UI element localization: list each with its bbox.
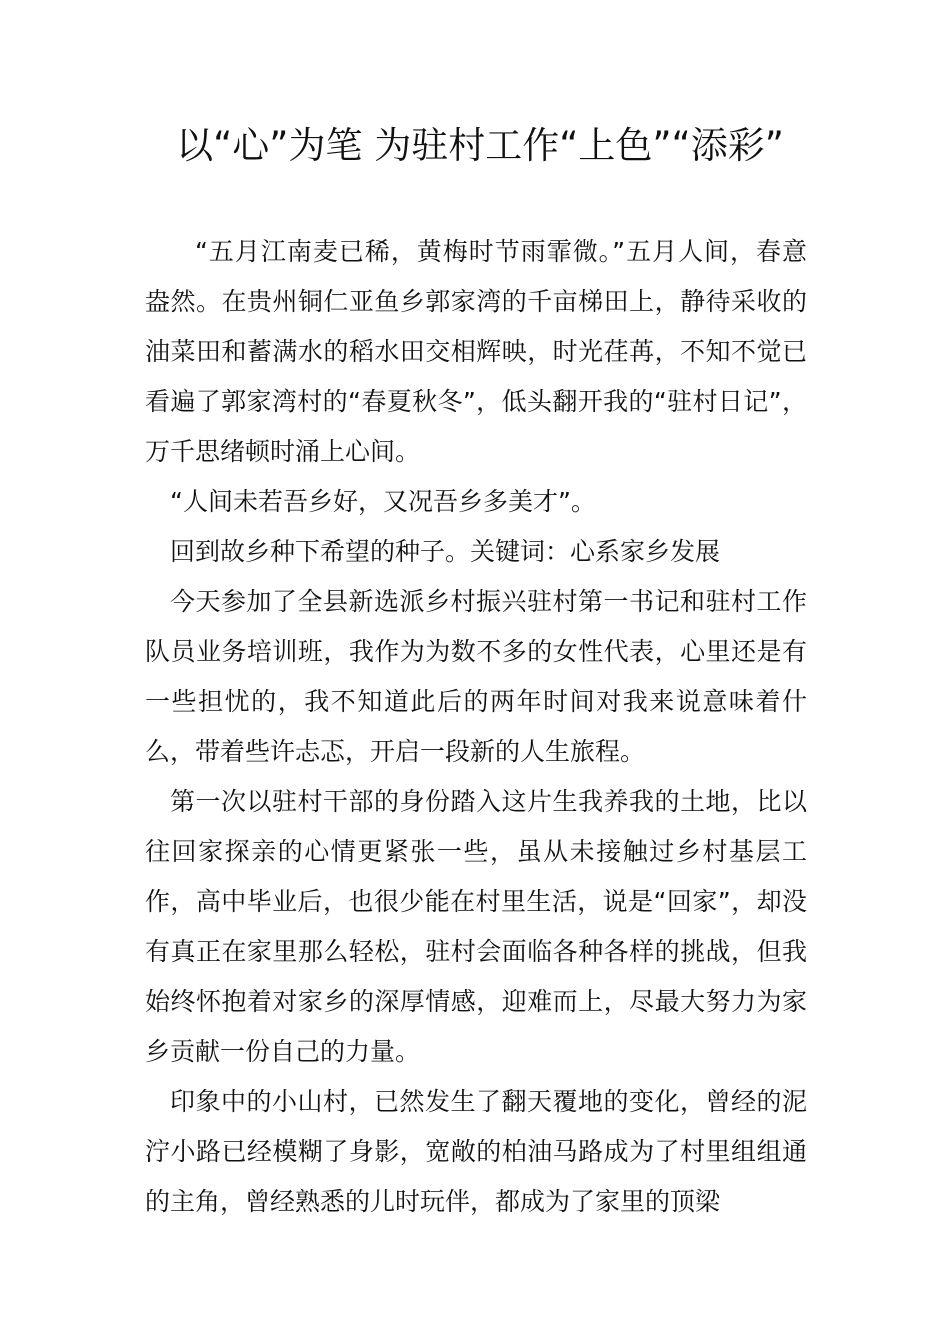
paragraph-1: “五月江南麦已稀，黄梅时节雨霏微。”五月人间，春意盎然。在贵州铜仁亚鱼乡郭家湾的千亩梯田上，静待采收的油菜田和蓄满水的稻水田交相辉映，时光荏苒，不知不觉已看遍了郭家湾村的“春夏秋冬”，低头翻开我的“驻村日记”，万千思绪顿时涌上心间。: [145, 237, 807, 466]
paragraph-3: 回到故乡种下希望的种子。关键词：心系家乡发展: [170, 537, 721, 566]
paragraph-6: 印象中的小山村，已然发生了翻天覆地的变化，曾经的泥泞小路已经模糊了身影，宽敞的柏油马路成为了村里组组通的主角，曾经熟悉的儿时玩伴，都成为了家里的顶梁: [145, 1087, 807, 1216]
document-title: 以“心”为笔 为驻村工作“上色”“添彩”: [176, 124, 784, 167]
paragraph-2: “人间未若吾乡好，又况吾乡多美才”。: [170, 487, 596, 516]
paragraph-5: 第一次以驻村干部的身份踏入这片生我养我的土地，比以往回家探亲的心情更紧张一些，虽从未接触过乡村基层工作，高中毕业后，也很少能在村里生活，说是“回家”，却没有真正在家里那么轻松，驻村会面临各种各样的挑战，但我始终怀抱着对家乡的深厚情感，迎难而上，尽最大努力为家乡贡献一份自己的力量。: [145, 787, 807, 1066]
paragraph-4: 今天参加了全县新选派乡村振兴驻村第一书记和驻村工作队员业务培训班，我作为为数不多的女性代表，心里还是有一些担忧的，我不知道此后的两年时间对我来说意味着什么，带着些许忐忑，开启一段新的人生旅程。: [145, 587, 807, 766]
document-body: [145, 227, 807, 1227]
